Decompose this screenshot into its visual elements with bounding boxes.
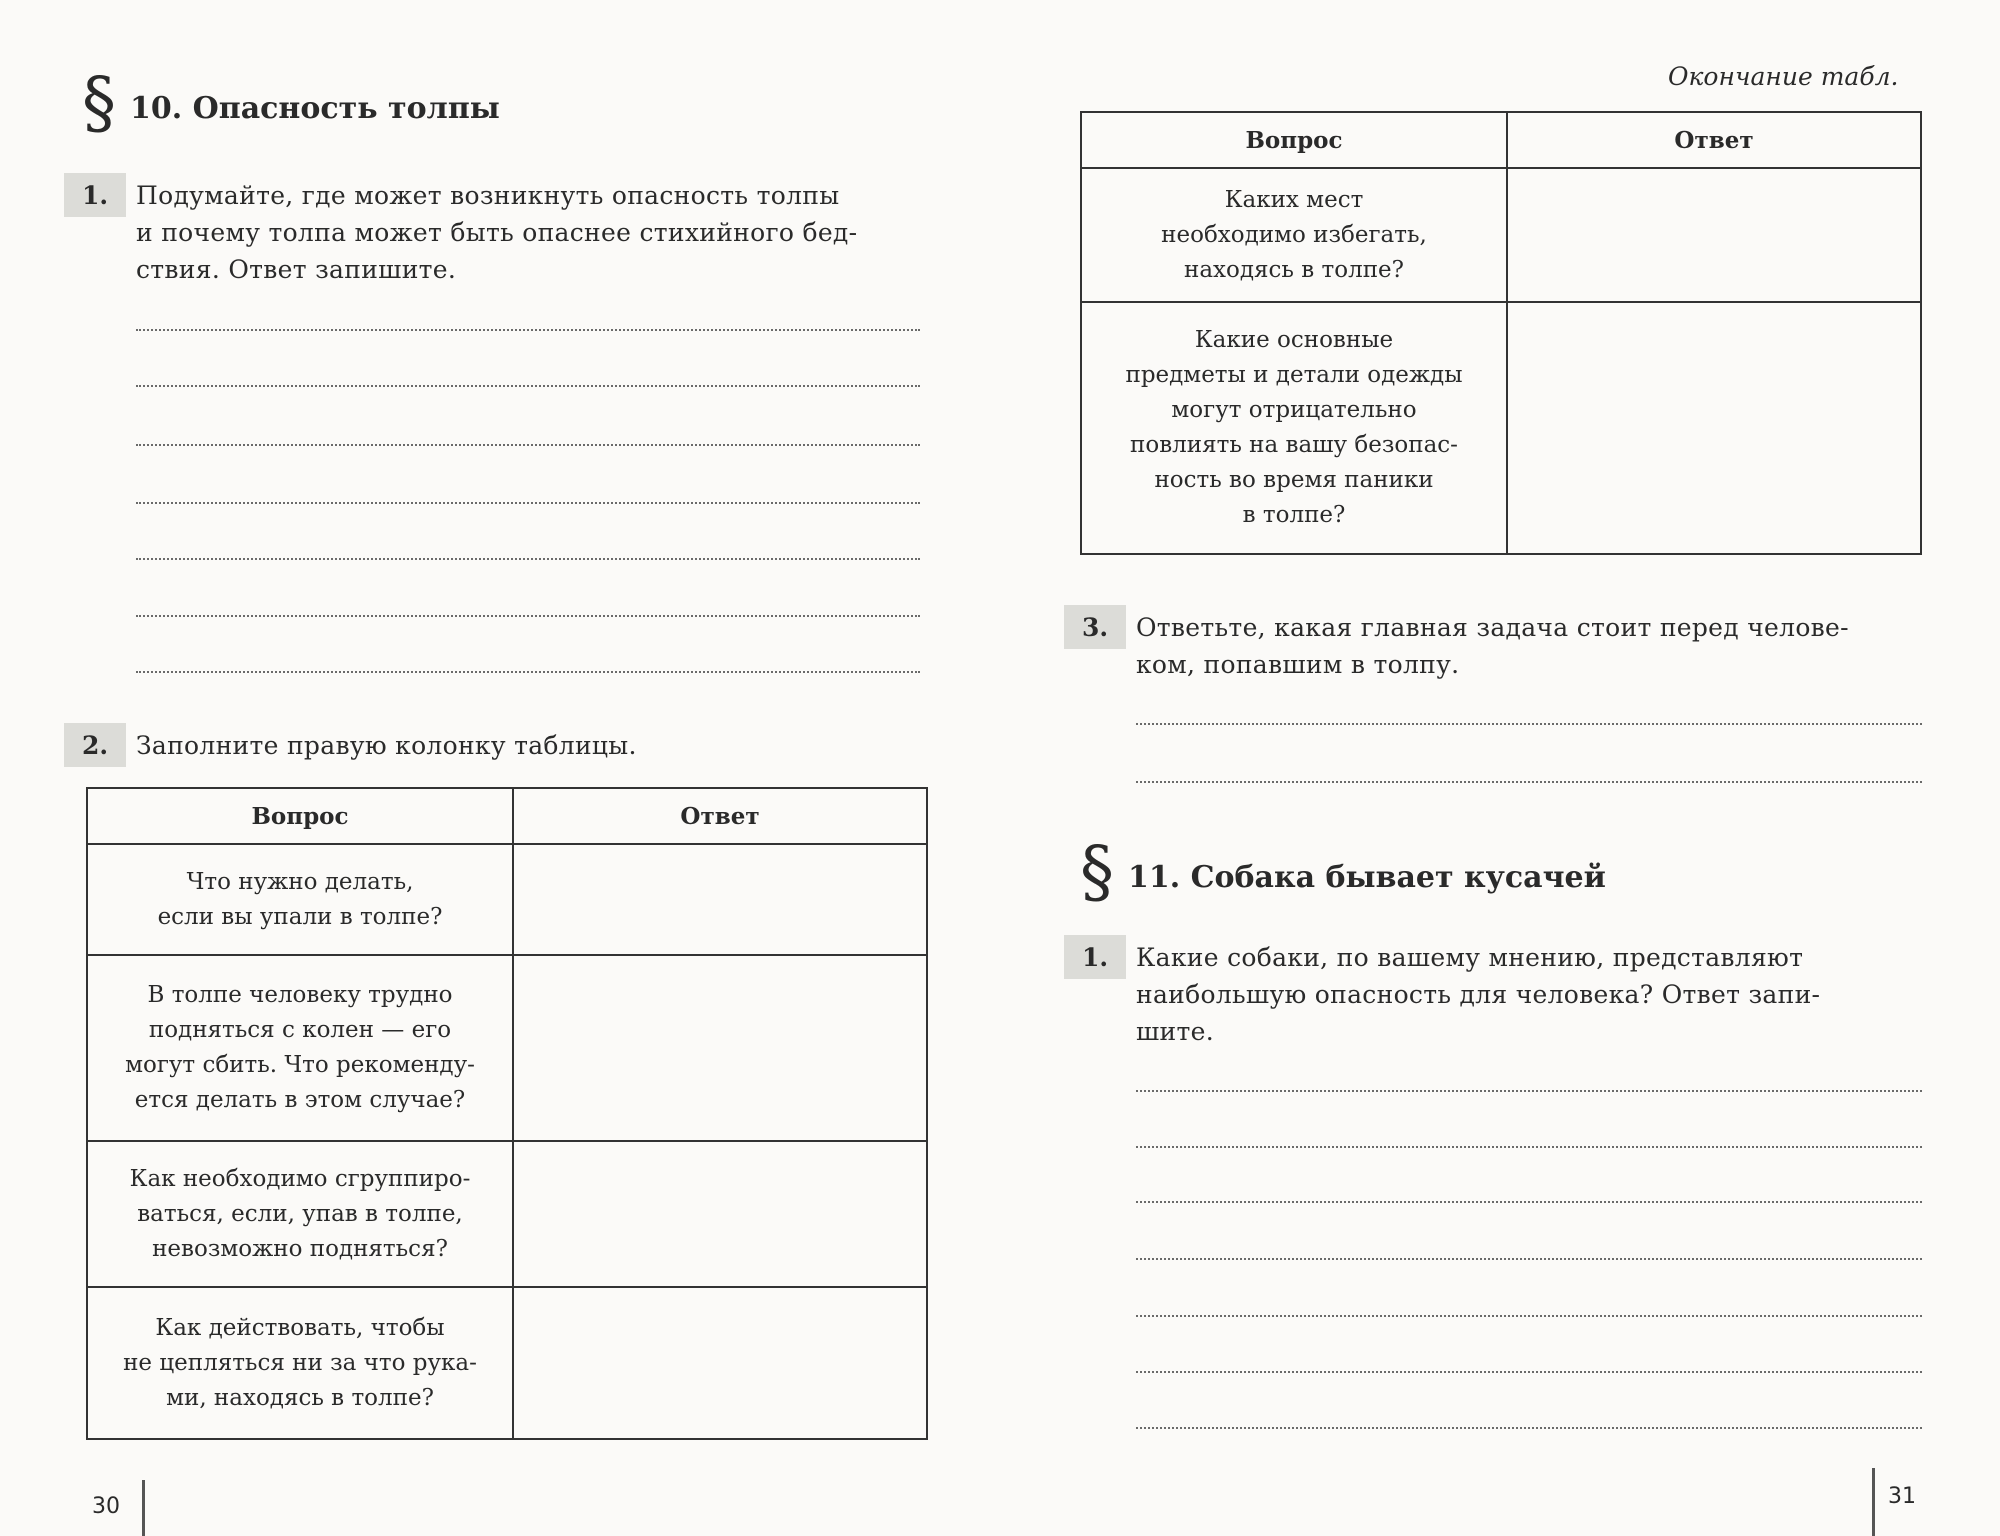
question-line: В толпе человеку трудно (147, 982, 453, 1008)
question-cell (87, 1287, 513, 1439)
column-header-question: Вопрос (1081, 112, 1507, 168)
question-line: если вы упали в толпе? (157, 903, 443, 930)
task-2-left (64, 723, 924, 769)
task-3-line-1: Ответьте, какая главная задача стоит перед челове- (1136, 613, 1849, 642)
answer-line[interactable] (136, 615, 920, 617)
table-continuation-note: Окончание табл. (1668, 62, 1899, 91)
question-line: могут сбить. Что рекоменду- (125, 1052, 475, 1078)
section-sign-icon: § (82, 64, 116, 143)
task-1-line-1: Подумайте, где может возникнуть опасность толпы (136, 181, 840, 210)
table-row (87, 1287, 927, 1439)
task-1-right-line-2: наибольшую опасность для человека? Ответ запи- (1136, 980, 1821, 1009)
answer-line[interactable] (1136, 1201, 1922, 1203)
task-number-badge: 1. (1064, 935, 1126, 979)
answer-cell[interactable] (1507, 168, 1921, 302)
task-1-right (1064, 935, 1924, 1055)
answer-line[interactable] (1136, 1090, 1922, 1092)
question-line: подняться с колен — его (148, 1017, 452, 1043)
section-sign-icon: § (1080, 833, 1114, 912)
answer-cell[interactable] (513, 1287, 927, 1439)
task-3-line-2: ком, попавшим в толпу. (1136, 650, 1460, 679)
task-number-badge: 2. (64, 723, 126, 767)
table-row (87, 1141, 927, 1287)
section-11-heading (1080, 833, 1606, 912)
task-1-left (64, 173, 924, 293)
page-number: 31 (1888, 1484, 1916, 1509)
table-row (1081, 302, 1921, 554)
section-10-heading (82, 64, 500, 143)
answer-cell[interactable] (513, 1141, 927, 1287)
page-number: 30 (92, 1494, 120, 1519)
task-number-badge: 1. (64, 173, 126, 217)
right-page (1000, 0, 2000, 1536)
question-line: Как действовать, чтобы (155, 1314, 445, 1341)
question-line: не цепляться ни за что рука- (123, 1349, 477, 1376)
answer-cell[interactable] (513, 955, 927, 1141)
margin-rule (1872, 1468, 1875, 1536)
question-line: ваться, если, упав в толпе, (137, 1200, 463, 1227)
question-cell (1081, 168, 1507, 302)
question-line: Что нужно делать, (186, 868, 414, 895)
task-1-right-line-3: шите. (1136, 1017, 1214, 1046)
right-question-table (1080, 111, 1922, 555)
answer-cell[interactable] (1507, 302, 1921, 554)
task-1-right-line-1: Какие собаки, по вашему мнению, представляют (1136, 943, 1804, 972)
task-1-line-2: и почему толпа может быть опаснее стихийного бед- (136, 218, 858, 247)
answer-line[interactable] (1136, 781, 1922, 783)
question-line: повлиять на вашу безопас- (1130, 432, 1458, 458)
answer-line[interactable] (1136, 1371, 1922, 1373)
table-row (87, 844, 927, 955)
question-line: могут отрицательно (1171, 397, 1417, 423)
question-line: Какие основные (1194, 327, 1394, 353)
question-cell (87, 844, 513, 955)
question-line: невозможно подняться? (152, 1235, 448, 1262)
answer-line[interactable] (136, 329, 920, 331)
question-cell (87, 955, 513, 1141)
task-3-right (1064, 605, 1924, 685)
left-question-table (86, 787, 928, 1440)
question-line: ность во время паники (1154, 467, 1434, 493)
answer-line[interactable] (1136, 1146, 1922, 1148)
section-11-title: 11. Собака бывает кусачей (1128, 859, 1606, 895)
answer-line[interactable] (136, 502, 920, 504)
answer-line[interactable] (136, 558, 920, 560)
question-cell (1081, 302, 1507, 554)
question-line: Каких мест (1224, 186, 1364, 213)
question-line: Как необходимо сгруппиро- (129, 1165, 471, 1192)
question-line: предметы и детали одежды (1125, 362, 1463, 388)
question-line: находясь в толпе? (1184, 256, 1404, 283)
task-number-badge: 3. (1064, 605, 1126, 649)
task-1-right-text (1136, 939, 1922, 1050)
answer-line[interactable] (1136, 1258, 1922, 1260)
question-line: ми, находясь в толпе? (166, 1384, 434, 1411)
task-2-text: Заполните правую колонку таблицы. (136, 731, 637, 760)
column-header-answer: Ответ (513, 788, 927, 844)
answer-line[interactable] (1136, 1315, 1922, 1317)
table-row (87, 955, 927, 1141)
task-1-text (136, 177, 920, 288)
answer-line[interactable] (136, 444, 920, 446)
answer-line[interactable] (136, 671, 920, 673)
question-line: ется делать в этом случае? (134, 1087, 466, 1113)
table-row (1081, 168, 1921, 302)
section-10-title: 10. Опасность толпы (130, 90, 500, 126)
question-line: необходимо избегать, (1161, 221, 1427, 248)
task-1-line-3: ствия. Ответ запишите. (136, 255, 457, 284)
column-header-answer: Ответ (1507, 112, 1921, 168)
column-header-question: Вопрос (87, 788, 513, 844)
answer-line[interactable] (136, 385, 920, 387)
question-line: в толпе? (1242, 502, 1346, 528)
question-cell (87, 1141, 513, 1287)
answer-line[interactable] (1136, 723, 1922, 725)
margin-rule (142, 1480, 145, 1536)
answer-cell[interactable] (513, 844, 927, 955)
task-3-text (1136, 609, 1922, 683)
answer-line[interactable] (1136, 1427, 1922, 1429)
